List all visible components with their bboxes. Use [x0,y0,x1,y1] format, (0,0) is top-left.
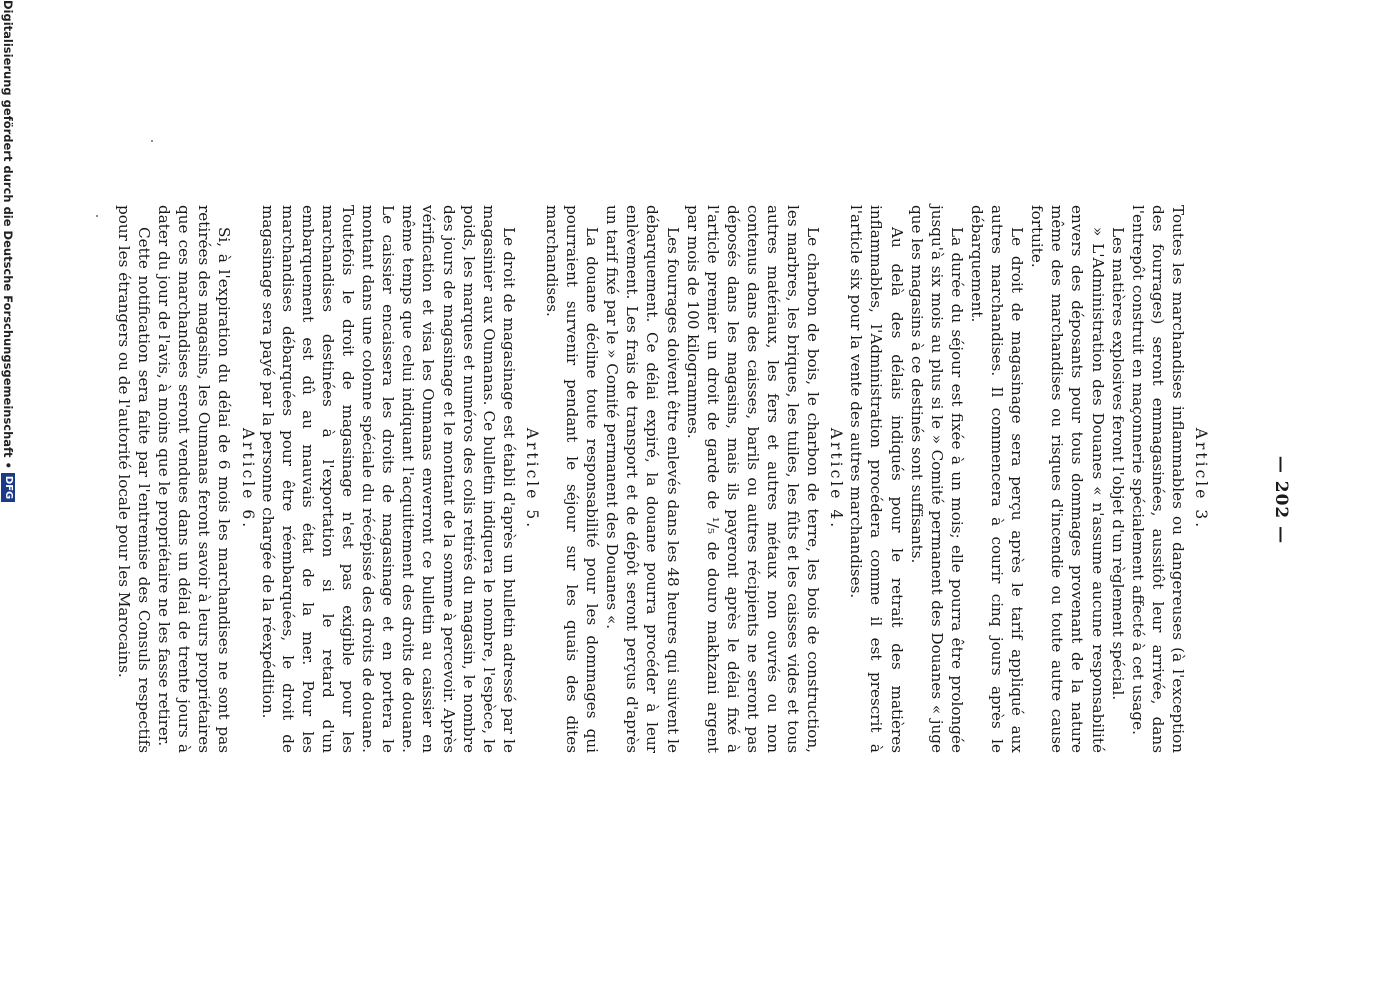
paragraph: Si, à l'expiration du délai de 6 mois les marchandises ne sont pas retirées des magasins, les Oumanas feront savoir à leurs propriétaires que ces marchandises seront vendues dans un délai de trente jours à dater du jour de l'avis, à moins que le propriétaire ne les fasse retirer. [155,205,234,753]
dfg-logo-icon: DFG [1,473,15,502]
paragraph: Les matières explosives feront l'objet d'un règlement spécial. [1108,227,1127,701]
paragraph: Le charbon de bois, le charbon de terre, les bois de construction, les marbres, les briques, les tuiles, les fûts et les caisses vides et tous autres matériaux, les fers et autres métaux non ouvrés ou non contenus dans des caisses, barils ou autres récipients ne seront pas déposés dans les magasins, mais ils payeront après le délai fixé à l'article premier un droit de garde de ¹/₅ de douro makhzani argent par mois de 100 kilogrammes. [683,205,823,753]
paragraph: » L'Administration des Douanes « n'assume aucune responsabilité envers des déposants pour tous dommages provenant de la nature même des marchandises ou risques d'incendie ou toute autre cause fortuite. [1028,205,1107,753]
page-number: — 202 — [1271,455,1291,545]
scan-speck [96,215,98,217]
article-3 [846,205,1211,753]
paragraph: La douane décline toute responsabilité pour les dommages qui pourraient survenir pendant le séjour sur les quais des dites marchandises. [543,205,602,753]
article-4 [542,205,846,753]
digitization-credit: Digitalisierung gefördert durch die Deutsche Forschungsgemeinschaft • DFG [1,0,15,502]
paragraph: Le droit de magasinage sera perçu après le tarif appliqué aux autres marchandises. Il commencera à courir cinq jours après le débarquement. [967,205,1027,753]
paragraph: Les fourrages doivent être enlevés dans les 48 heures qui suivent le débarquement. Ce délai expiré, la douane pourra procéder à leur enlèvement. Les frais de transport et de dépôt seront perçus d'après un tarif fixé par le » Comité permanent des Douanes «. [603,205,682,753]
paragraph: Le droit de magasinage est établi d'après un bulletin adressé par le magasinier aux Oumanas. Ce bulletin indiquera le nombre, l'espèce, le poids, les marques et numéros des colis retirés du magasin, le nombre des jours de magasinage et le montant de la somme à percevoir. Après vérification et visa les Oumanas enverront ce bulletin au caissier en même temps que celui indiquant l'acquittement des droits de douane. Le caissier encaissera les droits de magasinage et en portera le montant dans une colonne spéciale du récépissé des droits de douane. Toutefois le droit de magasinage n'est pas exigible pour les marchandises destinées à l'exportation si le retard d'un embarquement est dû au mauvais état de la mer. Pour les marchandises débarquées pour être réembarquées, le droit de magasinage sera payé par la personne chargée de la réexpédition. [258,205,518,753]
credit-text: Digitalisierung gefördert durch die Deutsche Forschungsgemeinschaft [1,0,15,458]
paragraph: Cette notification sera faite par l'entremise des Consuls respectifs pour les étrangers ou de l'autorité locale pour les Marocains. [115,205,154,753]
paragraph: La durée du séjour est fixée à un mois; elle pourra être prolongée jusqu'à six mois au plus si le » Comité permanent des Douanes « juge que les magasins à ce destinés sont suffisants. [907,205,966,753]
article-5 [258,205,542,753]
document-body [114,205,1211,753]
article-6 [114,205,258,753]
paragraph: Au delà des délais indiqués pour le retrait des matières inflammables, l'Administration procédera comme il est prescrit à l'article six pour la vente des autres marchandises. [847,205,906,753]
article-title: Article 5. [522,427,541,531]
article-title: Article 4. [827,427,846,531]
scan-speck [151,140,153,142]
article-title: Article 6. [238,427,257,531]
article-title: Article 3. [1192,427,1210,531]
paragraph: Toutes les marchandises inflammables ou dangereuses (à l'exception des fourrages) seront emmagasinées, aussitôt leur arrivée, dans l'entrepôt construit en maçonnerie spécialement affecté à cet usage. [1128,205,1187,753]
